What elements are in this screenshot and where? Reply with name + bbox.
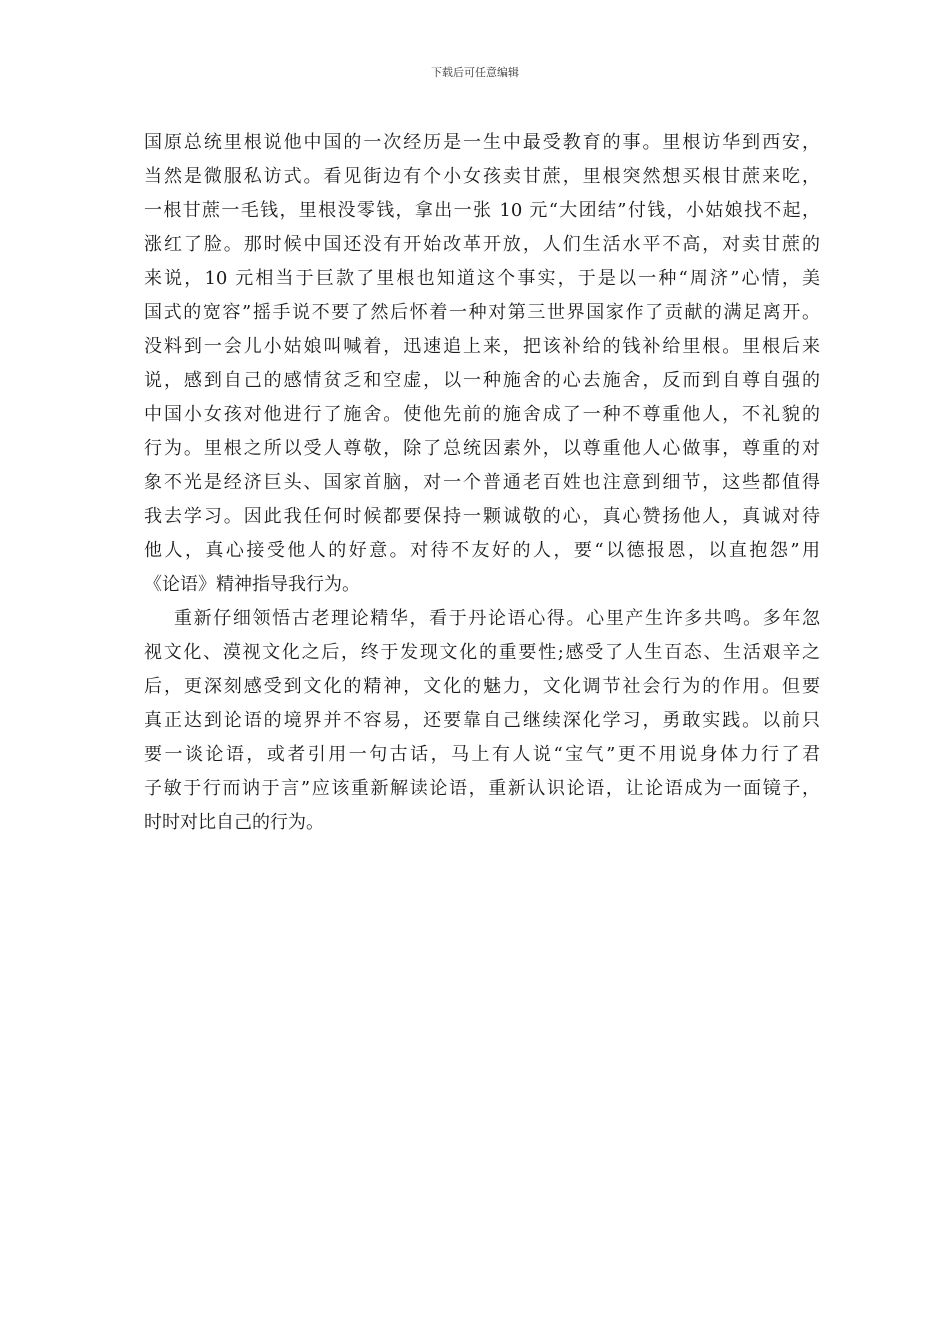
text-line: 视文化、漠视文化之后，终于发现文化的重要性;感受了人生百态、生活艰辛之 [144, 642, 820, 663]
text-line: 国原总统里根说他中国的一次经历是一生中最受教育的事。里根访华到西安， [144, 132, 820, 153]
text-line: 涨红了脸。那时候中国还没有开始改革开放，人们生活水平不高，对卖甘蔗的 [144, 234, 820, 255]
page-header: 下载后可任意编辑 [431, 66, 519, 79]
text-line: 一根甘蔗一毛钱，里根没零钱，拿出一张 10 元“大团结”付钱，小姑娘找不起， [144, 200, 820, 221]
text-line: 说，感到自己的感情贫乏和空虚，以一种施舍的心去施舍，反而到自尊自强的 [144, 370, 820, 391]
text-line: 要一谈论语，或者引用一句古话，马上有人说“宝气”更不用说身体力行了君 [144, 744, 820, 765]
text-line: 当然是微服私访式。看见街边有个小女孩卖甘蔗，里根突然想买根甘蔗来吃， [144, 166, 820, 187]
paragraph-reagan-story [144, 126, 820, 602]
text-line: 来说，10 元相当于巨款了里根也知道这个事实，于是以一种“周济”心情，美 [144, 268, 820, 289]
text-line: 重新仔细领悟古老理论精华，看于丹论语心得。心里产生许多共鸣。多年忽 [174, 608, 820, 629]
text-line: 子敏于行而讷于言”应该重新解读论语，重新认识论语，让论语成为一面镜子， [144, 778, 820, 799]
text-line: 行为。里根之所以受人尊敬，除了总统因素外，以尊重他人心做事，尊重的对 [144, 438, 820, 459]
paragraph-analects-reflection [144, 602, 820, 840]
text-line: 真正达到论语的境界并不容易，还要靠自己继续深化学习，勇敢实践。以前只 [144, 710, 820, 731]
text-line: 象不光是经济巨头、国家首脑，对一个普通老百姓也注意到细节，这些都值得 [144, 472, 820, 493]
text-line: 我去学习。因此我任何时候都要保持一颗诚敬的心，真心赞扬他人，真诚对待 [144, 506, 820, 527]
text-line: 没料到一会儿小姑娘叫喊着，迅速追上来，把该补给的钱补给里根。里根后来 [144, 336, 820, 357]
text-line: 国式的宽容”摇手说不要了然后怀着一种对第三世界国家作了贡献的满足离开。 [144, 302, 820, 323]
body-text [144, 126, 820, 840]
text-line: 他人，真心接受他人的好意。对待不友好的人，要“以德报恩，以直抱怨”用 [144, 540, 820, 561]
text-line: 时时对比自己的行为。 [144, 812, 324, 833]
text-line: 后，更深刻感受到文化的精神，文化的魅力，文化调节社会行为的作用。但要 [144, 676, 820, 697]
text-line: 《论语》精神指导我行为。 [144, 574, 360, 595]
text-line: 中国小女孩对他进行了施舍。使他先前的施舍成了一种不尊重他人，不礼貌的 [144, 404, 820, 425]
